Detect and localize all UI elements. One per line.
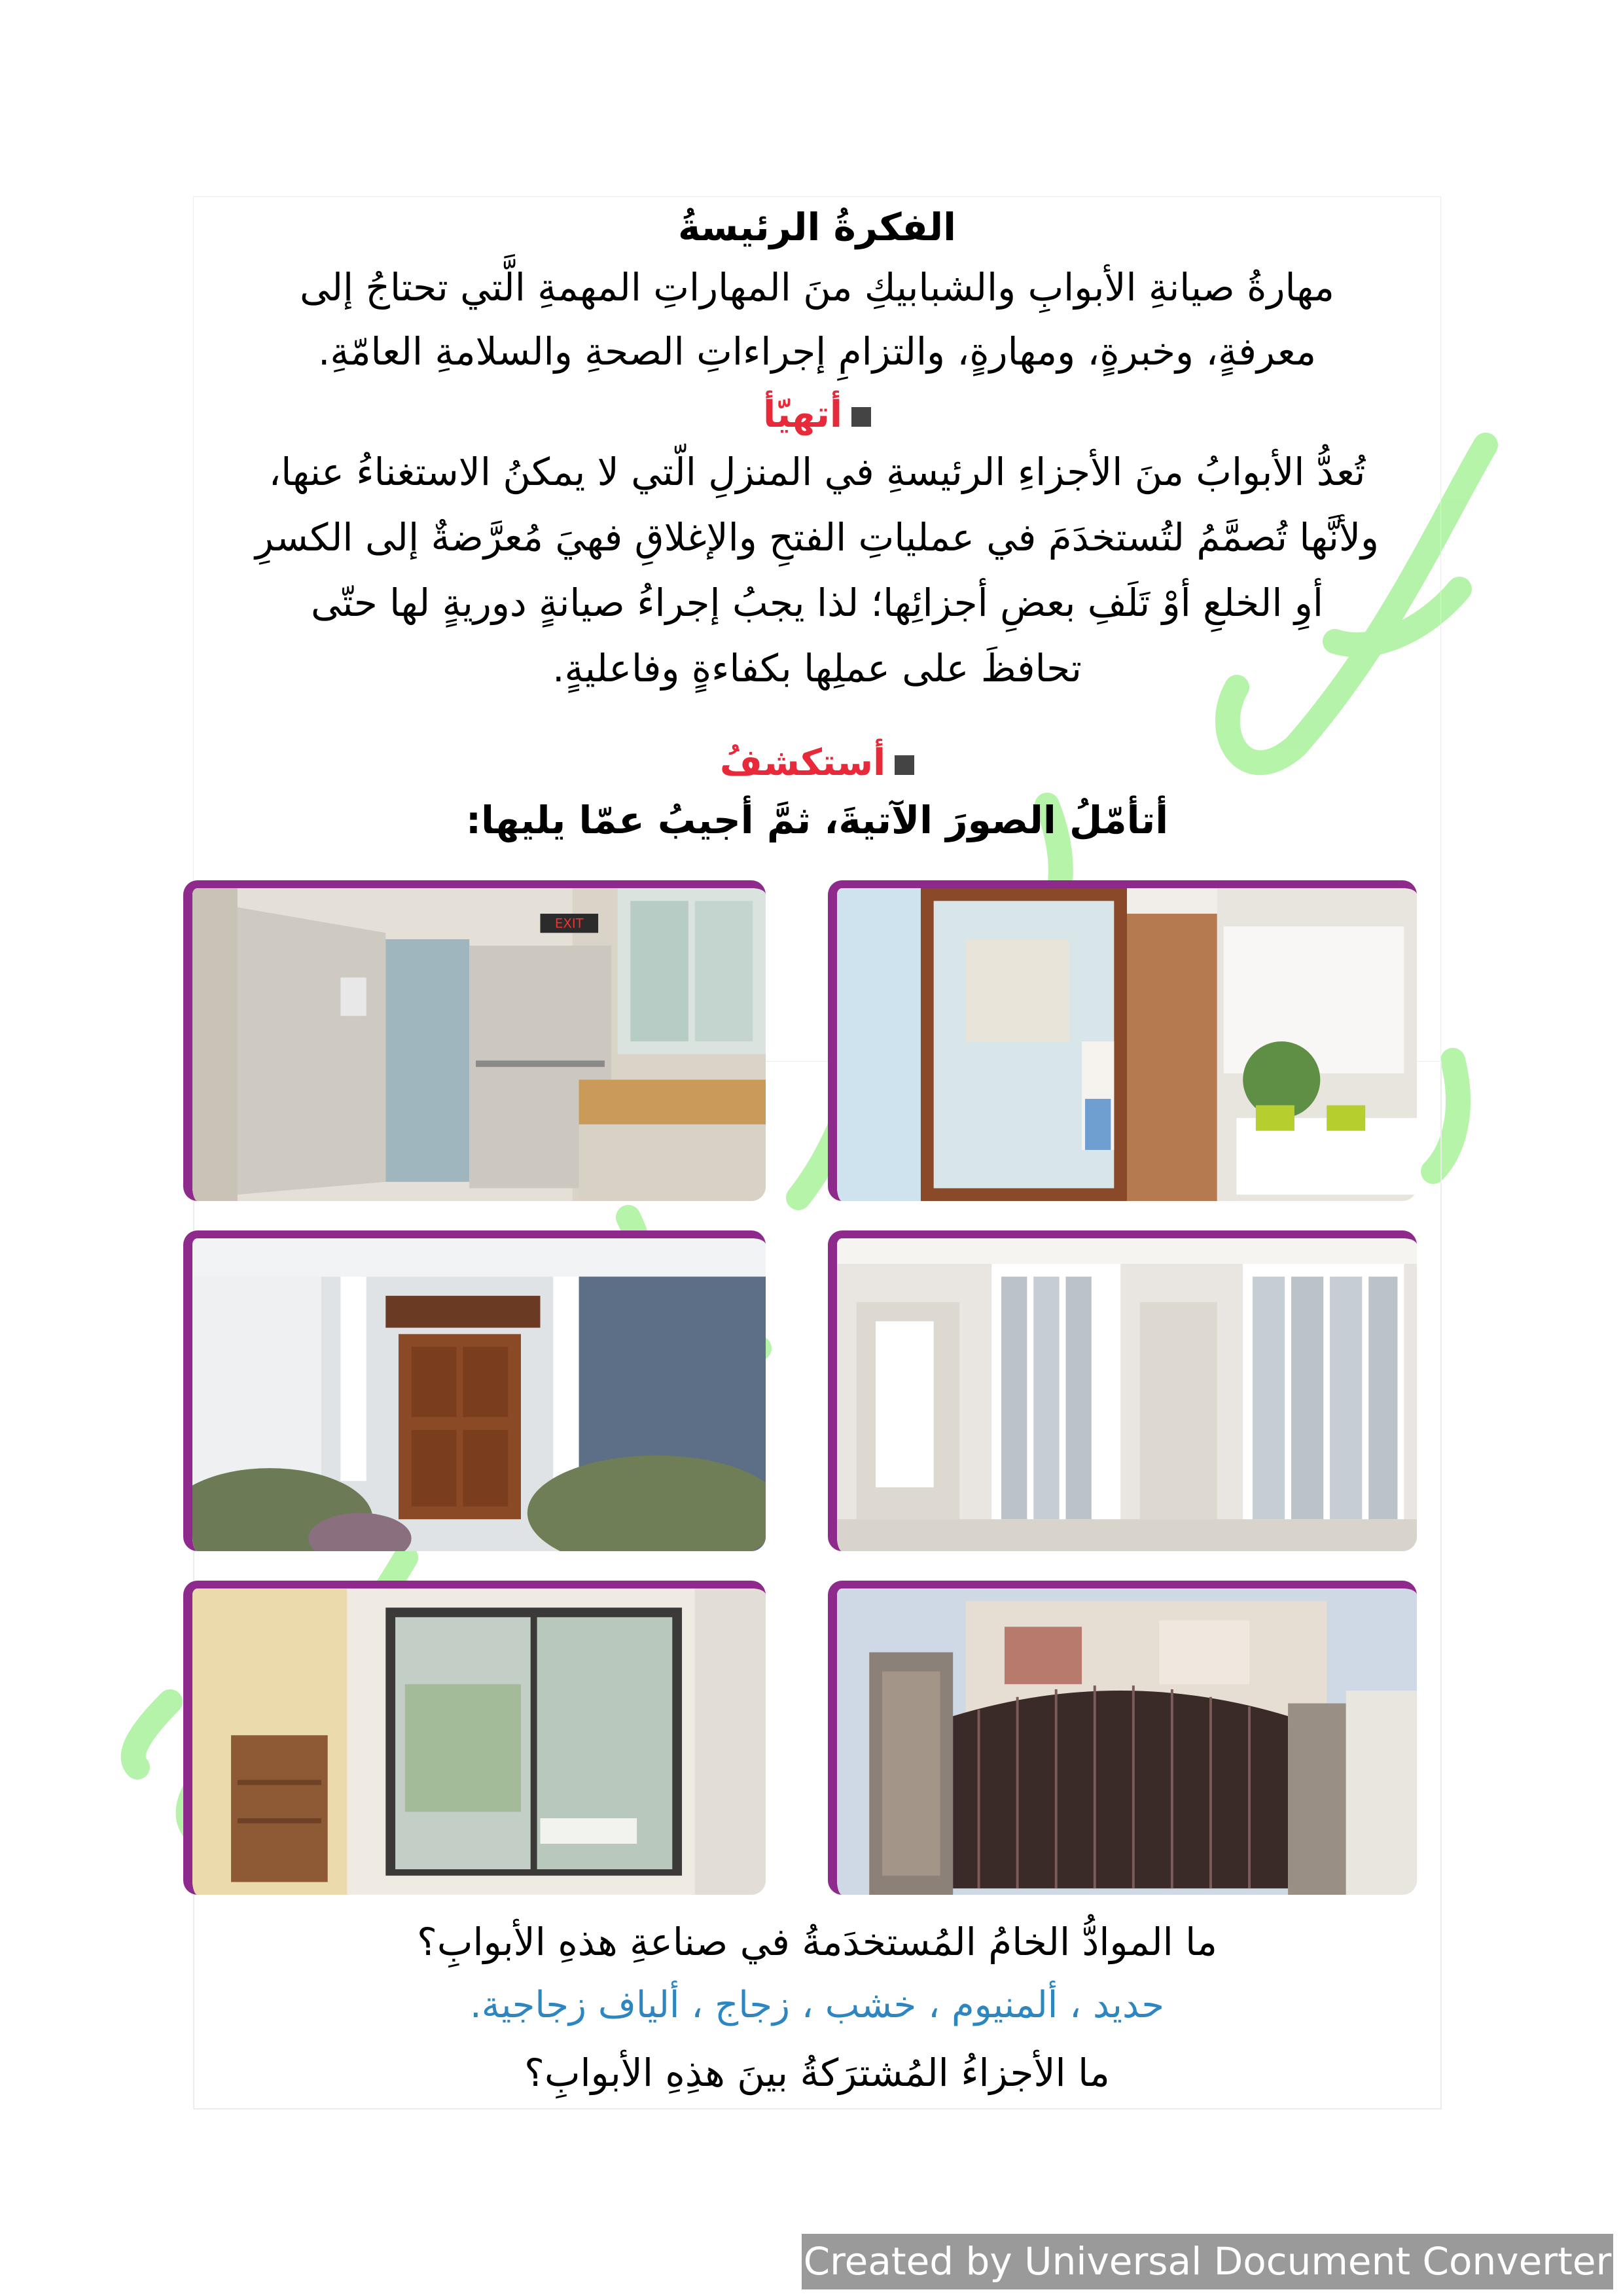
explore-heading-text: أستكشفُ (719, 742, 886, 784)
photo-metal-gate (828, 1581, 1417, 1895)
prepare-line-2: ولأنَّها تُصمَّمُ لتُستخدَمَ في عملياتِ الفتحِ والإغلاقِ فهيَ مُعرَّضةٌ إلى الكسرِ (255, 515, 1380, 560)
photo-hospital-door (183, 880, 766, 1201)
square-bullet-icon (895, 755, 914, 775)
question-2: ما الأجزاءُ المُشترَكةُ بينَ هذِهِ الأبوابِ؟ (524, 2051, 1110, 2095)
prepare-heading (194, 393, 1440, 436)
prepare-line-3: أوِ الخلعِ أوْ تَلَفِ بعضِ أجزائِها؛ لذا يجبُ إجراءُ صيانةٍ دوريةٍ لها حتّى (310, 581, 1324, 625)
prepare-heading-text: أتهيّأ (762, 393, 843, 436)
svg-text:EXIT: EXIT (554, 916, 584, 931)
photo-folding-doors (828, 1230, 1417, 1551)
converter-footer: Created by Universal Document Converter (802, 2234, 1613, 2289)
square-bullet-icon (851, 407, 871, 427)
prepare-line-4: تحافظَ على عملِها بكفاءةٍ وفاعليةٍ. (552, 646, 1082, 691)
main-idea-line-2: معرفةٍ، وخبرةٍ، ومهارةٍ، والتزامِ إجراءاتِ الصحةِ والسلامةِ العامّةِ. (317, 329, 1317, 374)
answer-1: حديد ، ألمنيوم ، خشب ، زجاج ، ألياف زجاجية. (469, 1984, 1165, 2026)
photo-glass-sliding-door (183, 1581, 766, 1895)
question-1: ما الموادُّ الخامُ المُستخدَمةُ في صناعةِ هذهِ الأبوابِ؟ (417, 1920, 1217, 1964)
explore-instruction: أتأمّلُ الصورَ الآتيةَ، ثمَّ أجيبُ عمّا يليها: (465, 798, 1169, 842)
prepare-line-1: تُعدُّ الأبوابُ منَ الأجزاءِ الرئيسةِ في المنزلِ الّتي لا يمكنُ الاستغناءُ عنها، (268, 450, 1366, 494)
explore-heading (194, 742, 1440, 784)
photo-wooden-front-door (183, 1230, 766, 1551)
photo-sliding-patio-door (828, 880, 1417, 1201)
page-title: الفكرةُ الرئيسةُ (677, 205, 957, 249)
main-idea-line-1: مهارةُ صيانةِ الأبوابِ والشبابيكِ منَ المهاراتِ المهمةِ الَّتي تحتاجُ إلى (299, 265, 1334, 310)
